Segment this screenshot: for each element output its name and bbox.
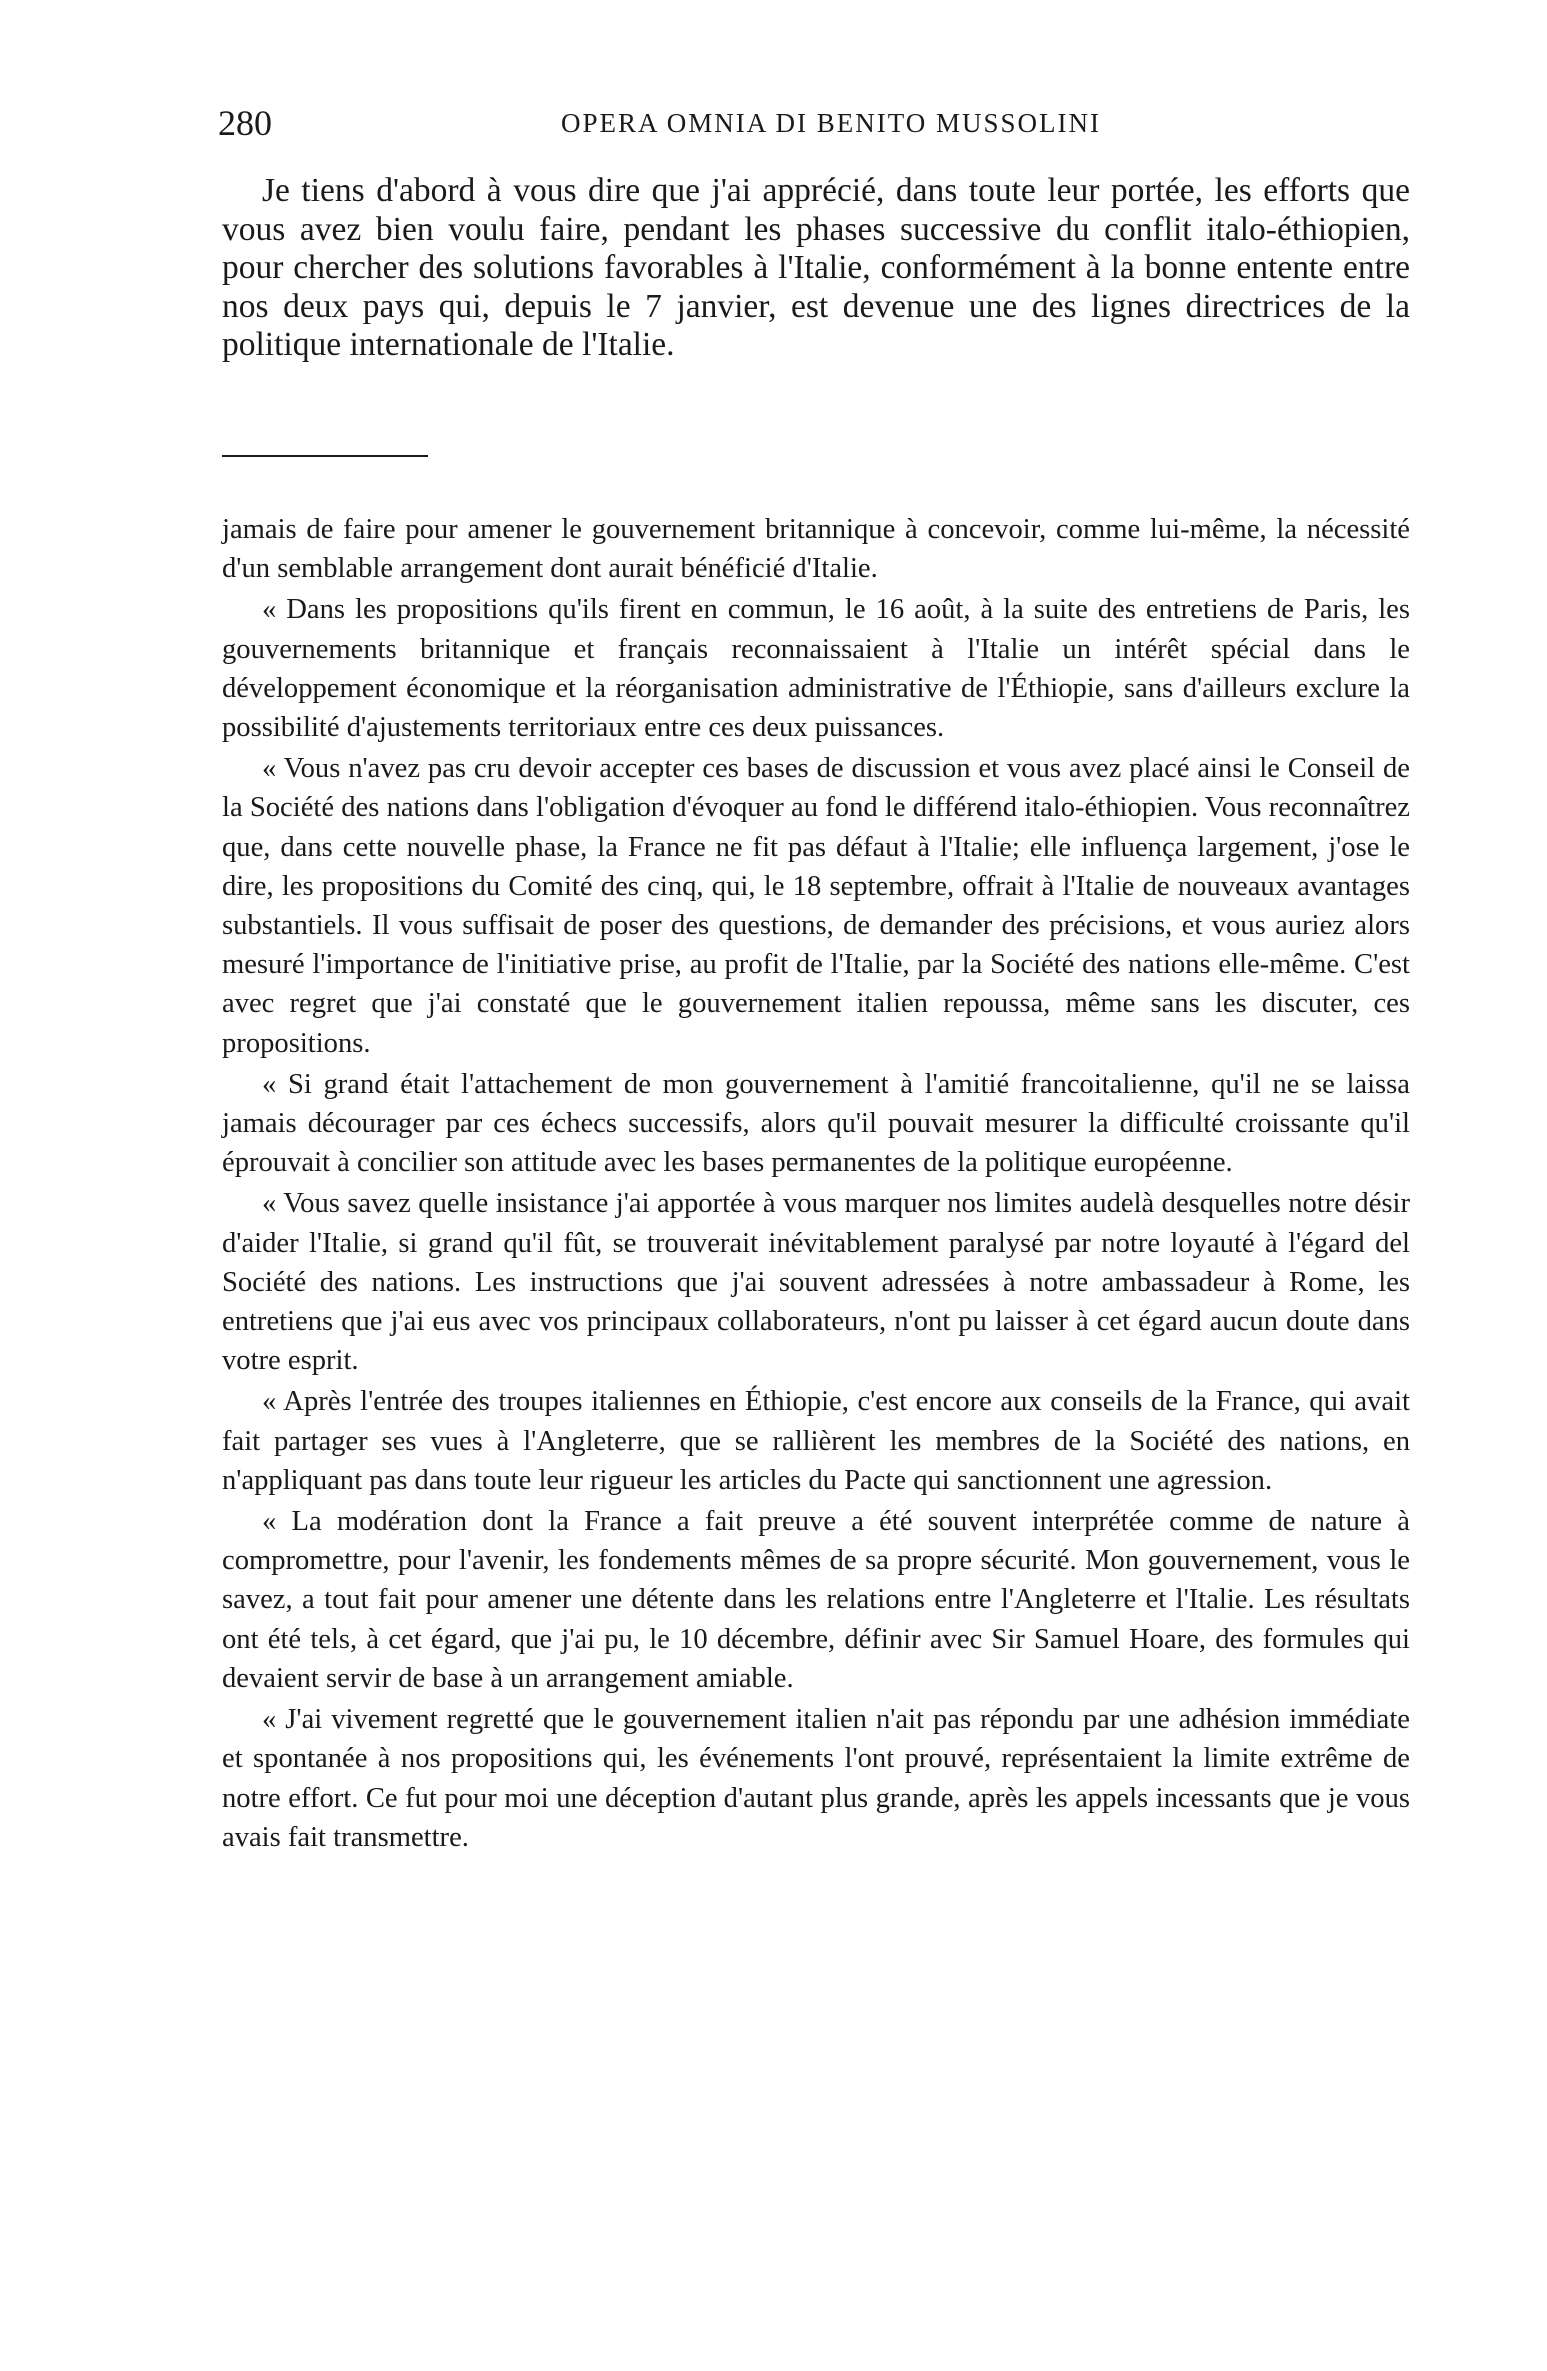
footnote-paragraph: « Après l'entrée des troupes italiennes en Éthiopie, c'est encore aux conseils de la France, qui avait fait partager ses vues à l'Angleterre, que se rallièrent les membres de la Société des nations, en n'appliquant pas dans toute leur rigueur les articles du Pacte qui sanctionnent une agression. xyxy=(222,1386,1410,1496)
footnote-paragraph: « J'ai vivement regretté que le gouvernement italien n'ait pas répondu par une adhésion immédiate et spontanée à nos propositions qui, les événements l'ont prouvé, représentaient la limite extrême de notre effort. Ce fut pour moi une déception d'autant plus grande, après les appels incessants que je vous avais fait transmettre. xyxy=(222,1704,1410,1853)
main-paragraph: Je tiens d'abord à vous dire que j'ai apprécié, dans toute leur portée, les efforts que vous avez bien voulu faire, pendant les phases successive du conflit italo-éthiopien, pour chercher des solutions favorables à l'Italie, conformément à la bonne entente entre nos deux pays qui, depuis le 7 janvier, est devenue une des lignes directrices de la politique internationale de l'Italie. xyxy=(222,172,1410,363)
page-number: 280 xyxy=(218,103,272,143)
running-header xyxy=(218,98,1404,148)
footnote-paragraph: « Dans les propositions qu'ils firent en commun, le 16 août, à la suite des entretiens de Paris, les gouvernements britannique et français reconnaissaient à l'Italie un intérêt spécial dans le développement économique et la réorganisation administrative de l'Éthiopie, sans d'ailleurs exclure la possibilité d'ajustements territoriaux entre ces deux puissances. xyxy=(222,594,1410,744)
footnote-paragraph: « Vous savez quelle insistance j'ai apportée à vous marquer nos limites audelà desquelles notre désir d'aider l'Italie, si grand qu'il fût, se trouverait inévitablement paralysé par notre loyauté à l'égard del Société des nations. Les instructions que j'ai souvent adressées à notre ambassadeur à Rome, les entretiens que j'ai eus avec vos principaux collaborateurs, n'ont pu laisser à cet égard aucun doute dans votre esprit. xyxy=(222,1188,1410,1377)
footnote-paragraph: « La modération dont la France a fait preuve a été souvent interprétée comme de nature à compromettre, pour l'avenir, les fondements mêmes de sa propre sécurité. Mon gouvernement, vous le savez, a tout fait pour amener une détente dans les relations entre l'Angleterre et l'Italie. Les résultats ont été tels, à cet égard, que j'ai pu, le 10 décembre, définir avec Sir Samuel Hoare, des formules qui devaient servir de base à un arrangement amiable. xyxy=(222,1506,1410,1694)
footnote-paragraph: « Si grand était l'attachement de mon gouvernement à l'amitié francoitalienne, qu'il ne se laissa jamais décourager par ces échecs successifs, alors qu'il pouvait mesurer la difficulté croissante qu'il éprouvait à concilier son attitude avec les bases permanentes de la politique européenne. xyxy=(222,1068,1410,1179)
footnote-block xyxy=(222,510,1410,1859)
running-title: OPERA OMNIA DI BENITO MUSSOLINI xyxy=(560,108,1102,138)
footnote-separator xyxy=(222,455,428,457)
footnote-paragraph: jamais de faire pour amener le gouvernement britannique à concevoir, comme lui-même, la nécessité d'un semblable arrangement dont aurait bénéficié d'Italie. xyxy=(222,514,1410,585)
footnote-paragraph: « Vous n'avez pas cru devoir accepter ces bases de discussion et vous avez placé ainsi le Conseil de la Société des nations dans l'obligation d'évoquer au fond le différend italo-éthiopien. Vous reconnaîtrez que, dans cette nouvelle phase, la France ne fit pas défaut à l'Italie; elle influença largement, j'ose le dire, les propositions du Comité des cinq, qui, le 18 septembre, offrait à l'Italie de nouveaux avantages substantiels. Il vous suffisait de poser des questions, de demander des précisions, et vous auriez alors mesuré l'importance de l'initiative prise, au profit de l'Italie, par la Société des nations elle-même. C'est avec regret que j'ai constaté que le gouvernement italien repoussa, même sans les discuter, ces propositions. xyxy=(222,753,1410,1059)
